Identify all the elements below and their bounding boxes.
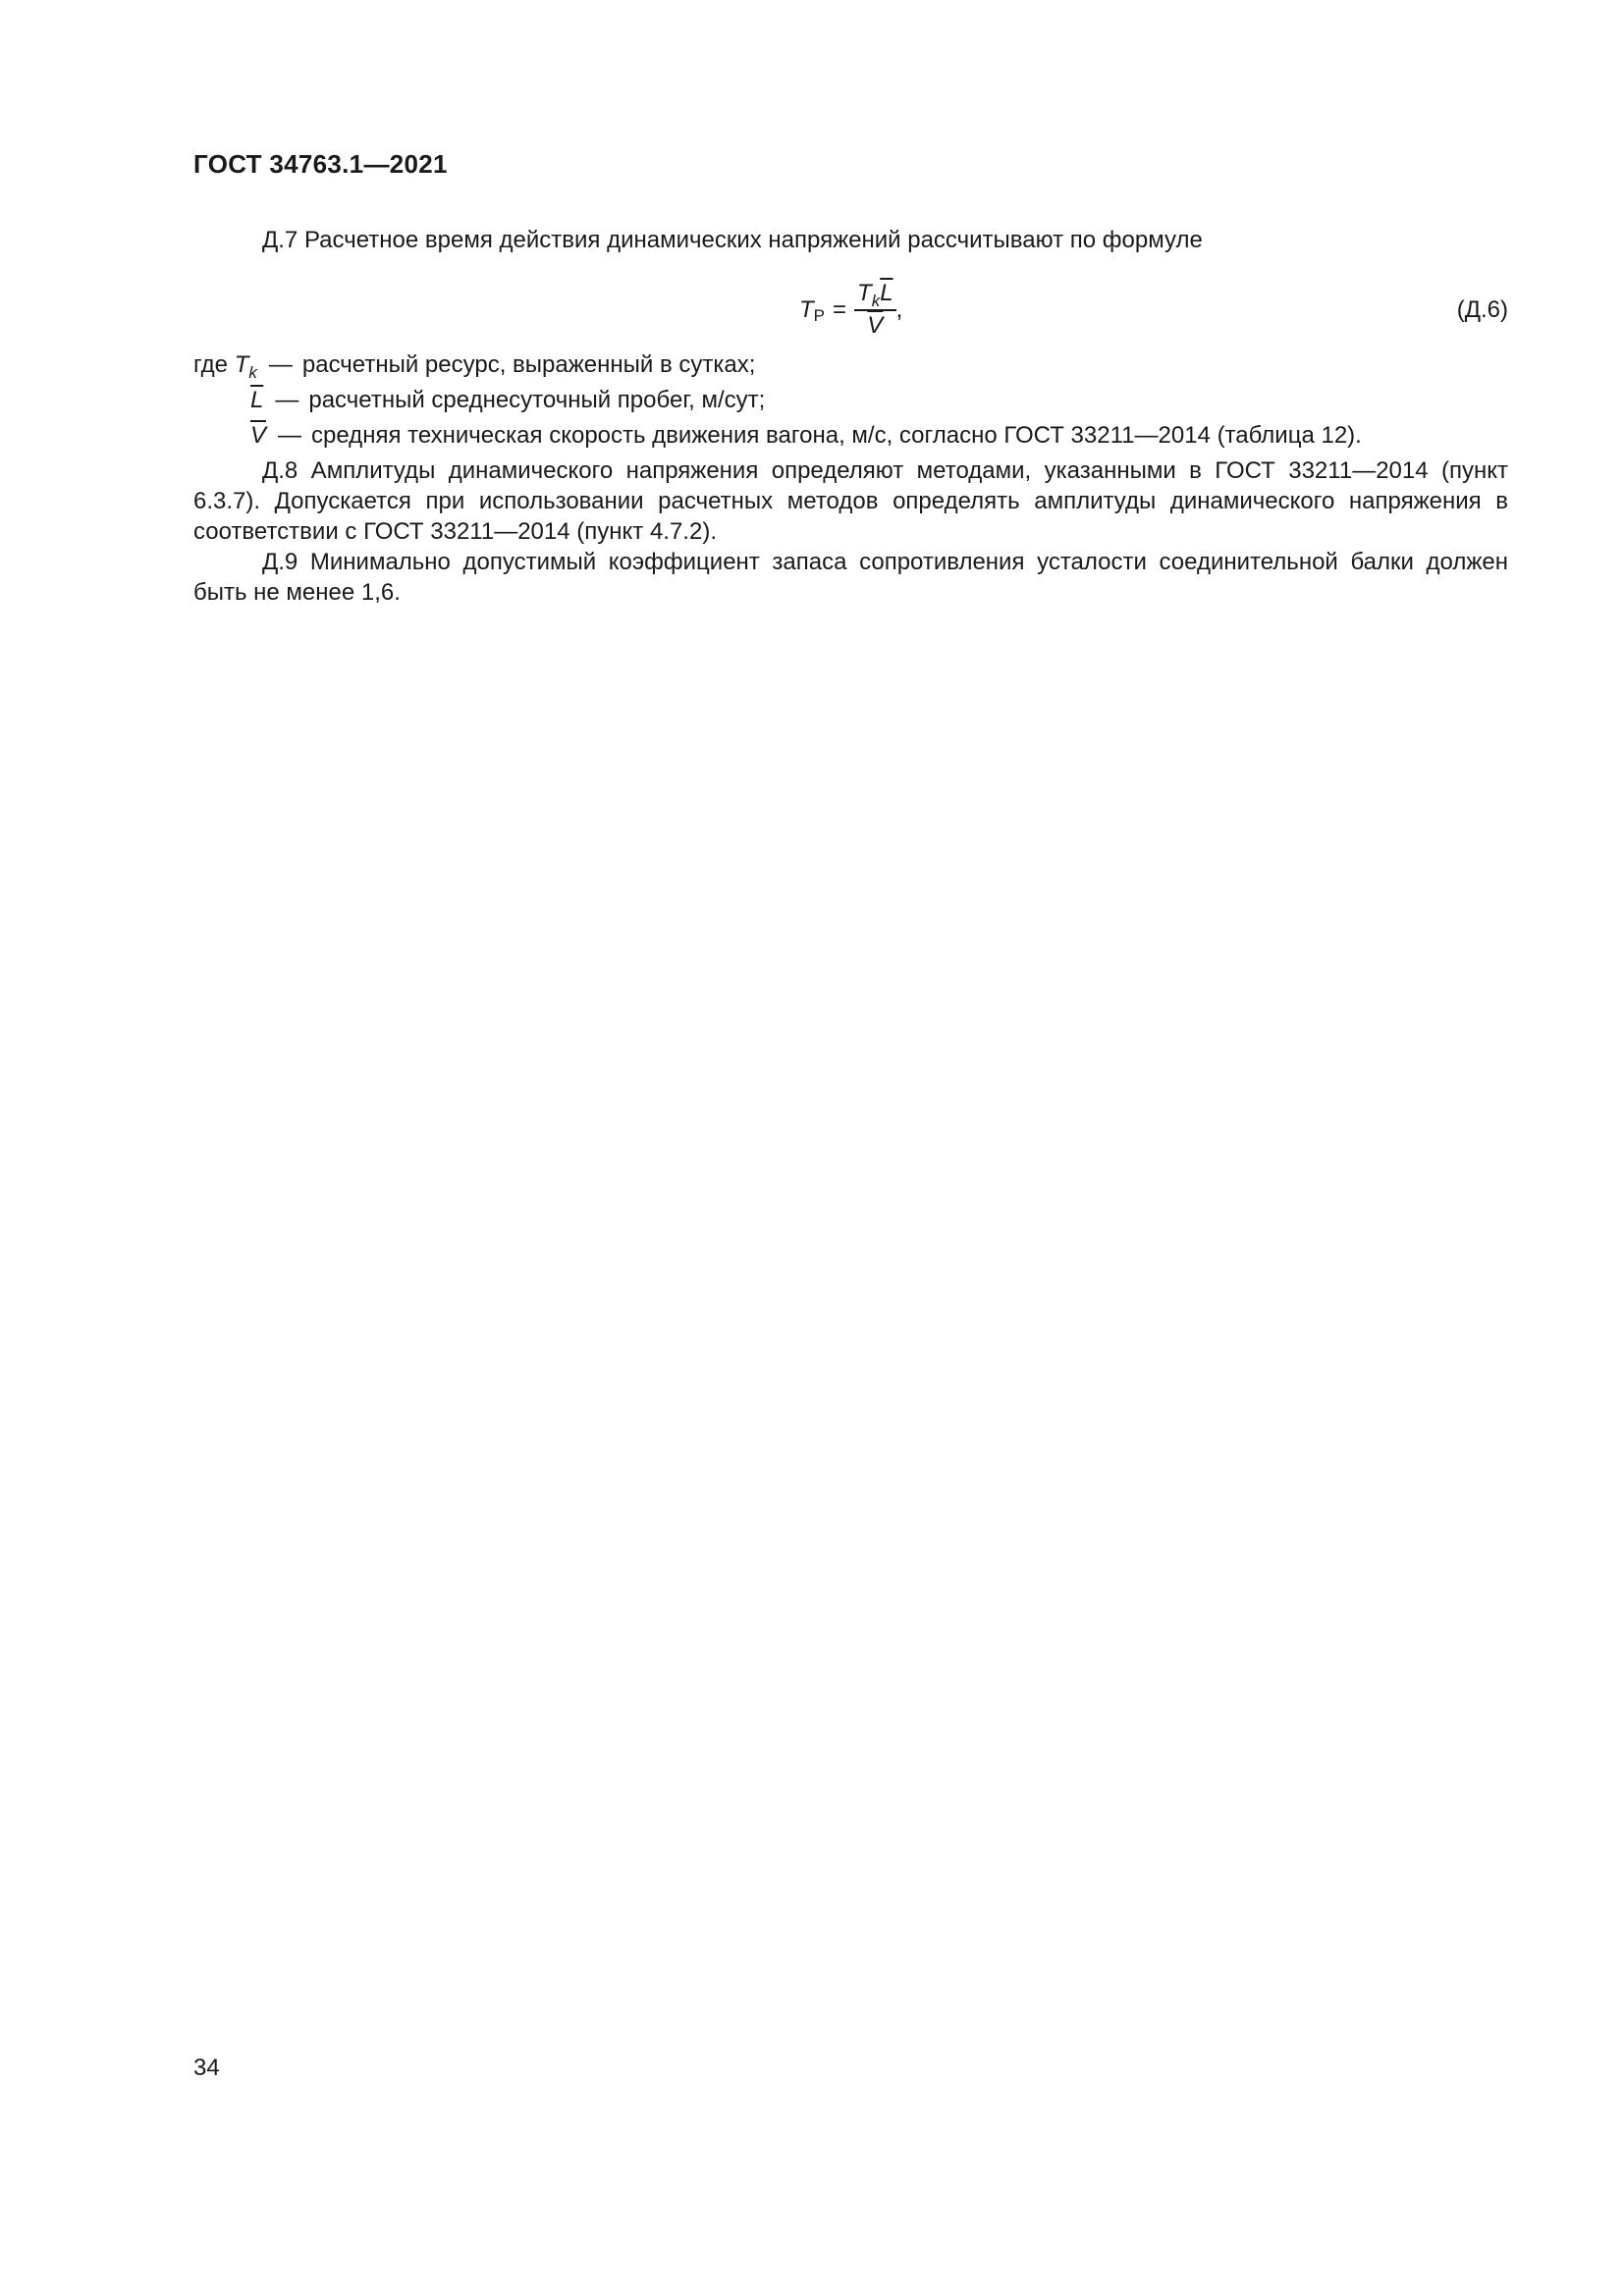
paragraph-d8: Д.8 Амплитуды динамического напряжения определяют методами, указанными в ГОСТ 33211—2014 (пункт 6.3.7). Допускается при использовании расчетных методов определять амплитуды динамического напряжения в соответствии с ГОСТ 33211—2014 (пункт 4.7.2). xyxy=(193,457,1508,545)
definition-symbol: T xyxy=(234,351,249,378)
formula-equals: = xyxy=(833,295,847,323)
definition-key xyxy=(193,349,257,382)
formula-num-var: T xyxy=(857,280,872,306)
definition-key xyxy=(250,420,266,451)
definition-key xyxy=(250,385,263,415)
definition-text: средняя техническая скорость движения вагона, м/с, согласно ГОСТ 33211—2014 (таблица 12). xyxy=(311,422,1362,449)
formula-num-subscript: k xyxy=(871,292,881,310)
definition-dash: — xyxy=(275,387,299,413)
formula-den-bar-var: V xyxy=(867,312,884,339)
definition-text: расчетный среднесуточный пробег, м/сут; xyxy=(308,387,766,413)
definition-symbol: $\overline{V}$ xyxy=(250,422,267,449)
formula-fraction xyxy=(854,280,896,339)
definition-row-l xyxy=(193,385,1508,420)
formula-num-bar-var: $\overline{L}$ xyxy=(880,280,893,306)
definition-symbol-subscript: k xyxy=(248,363,257,382)
definitions-list xyxy=(193,349,1508,455)
definition-dash: — xyxy=(278,422,302,449)
page-number: 34 xyxy=(193,2055,220,2081)
formula-trailing-comma: , xyxy=(895,295,903,323)
formula-d6 xyxy=(193,277,1508,342)
document-body xyxy=(193,225,1508,608)
definition-symbol: $\overline{L}$ xyxy=(250,387,264,413)
document-header: ГОСТ 34763.1—2021 xyxy=(193,149,448,179)
definition-row-tk xyxy=(193,349,1508,385)
definition-row-v xyxy=(193,420,1508,455)
definition-dash: — xyxy=(268,351,293,378)
paragraph-d9: Д.9 Минимально допустимый коэффициент запаса сопротивления усталости соединительной балки должен быть не менее 1,6. xyxy=(193,549,1508,606)
paragraph-d7: Д.7 Расчетное время действия динамических напряжений рассчитывают по формуле xyxy=(262,227,1203,253)
equation-number: (Д.6) xyxy=(1456,296,1508,323)
formula-denominator xyxy=(864,311,886,339)
where-word: где xyxy=(193,351,229,378)
formula-lhs-subscript: P xyxy=(813,305,826,325)
definition-text: расчетный ресурс, выраженный в сутках; xyxy=(301,351,756,378)
formula-numerator xyxy=(854,280,896,311)
formula-expression xyxy=(799,277,902,342)
formula-lhs-var: T xyxy=(799,295,814,323)
